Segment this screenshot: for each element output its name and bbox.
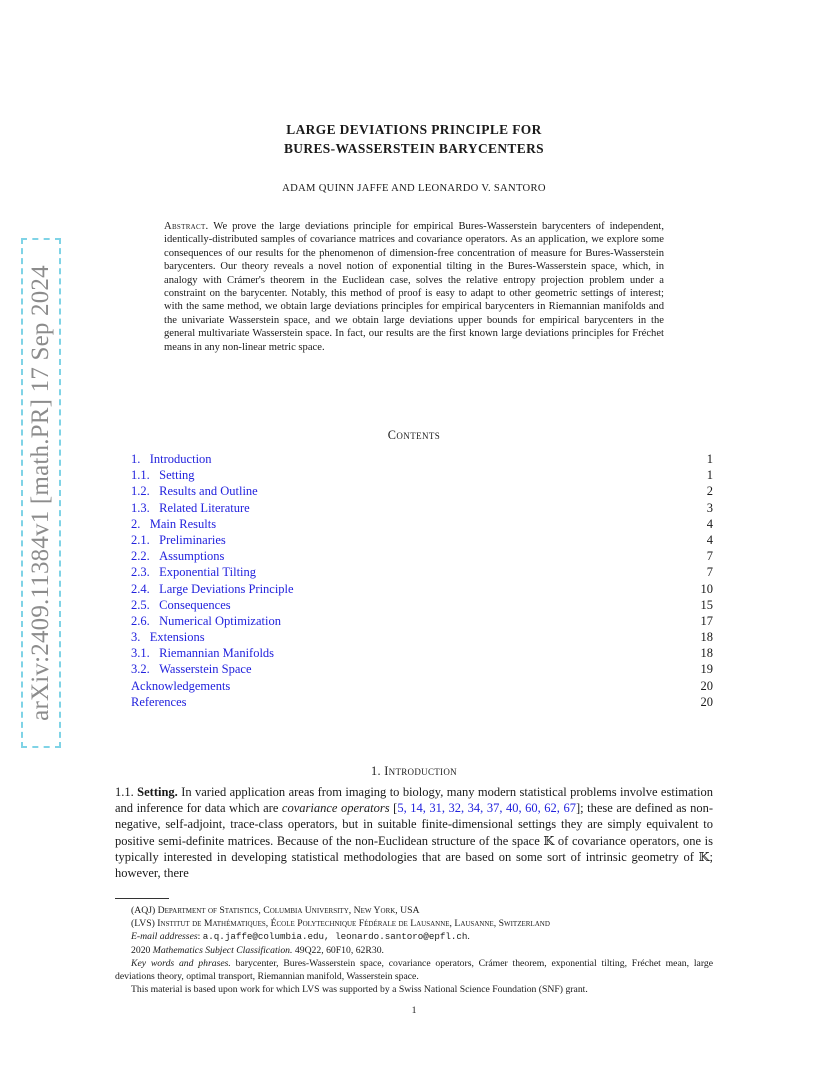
toc-entry-number[interactable]: 2.2. xyxy=(131,549,150,564)
toc-entry[interactable] xyxy=(131,483,713,499)
toc-entry[interactable] xyxy=(131,500,713,516)
footnote-aqj xyxy=(115,904,713,917)
toc-entry-number[interactable]: 1. xyxy=(131,452,141,466)
toc-entry-number[interactable]: 2.5. xyxy=(131,597,150,612)
toc-entry-title[interactable]: Riemannian Manifolds xyxy=(159,646,275,661)
toc-entry-number[interactable]: 2.3. xyxy=(131,565,150,580)
footnote-aqj-tag: (AQJ) xyxy=(131,905,156,916)
msc-year: 2020 xyxy=(131,944,151,956)
page-number: 1 xyxy=(411,1005,417,1016)
abstract xyxy=(164,220,664,354)
toc-entry-title[interactable]: References xyxy=(131,694,187,709)
toc-entry-number[interactable]: 3. xyxy=(131,630,141,645)
toc-entry-title[interactable]: Exponential Tilting xyxy=(159,565,257,580)
toc-entry-page: 15 xyxy=(700,597,713,612)
toc-entry[interactable] xyxy=(131,564,713,580)
toc-entry[interactable] xyxy=(131,645,713,661)
section-heading-introduction xyxy=(0,764,828,779)
msc-label: Mathematics Subject Classification. xyxy=(152,944,293,956)
toc-entry-title[interactable]: Preliminaries xyxy=(159,532,226,547)
paper-authors: ADAM QUINN JAFFE AND LEONARDO V. SANTORO xyxy=(282,183,546,194)
subsection-heading: Setting. xyxy=(137,785,178,799)
toc-entry-page: 18 xyxy=(700,630,713,645)
paper-title-line-1: LARGE DEVIATIONS PRINCIPLE FOR xyxy=(286,122,542,137)
section-number: 1. xyxy=(371,764,381,778)
setting-text-b: ; these are defined as non-negative, self-adjoint, trace-class operators, but in suitable finite-dimensional settings they are simply equivalent to positive semi-definite matrices. Because of the non-Euclidean structure of the space 𝕂 of covariance operators, one is typically interested in developing statistical methodologies that are based on some sort of intrinsic geometry of 𝕂; however, there xyxy=(115,801,713,881)
toc-entry-page: 2 xyxy=(706,484,713,499)
toc-entry-title[interactable]: Related Literature xyxy=(159,500,250,515)
toc-entry[interactable] xyxy=(131,661,713,677)
msc-codes: 49Q22, 60F10, 62R30. xyxy=(294,944,384,956)
toc-entry-page: 4 xyxy=(706,532,713,547)
toc-entry-page: 3 xyxy=(706,500,713,515)
toc-entry-number[interactable]: 2.1. xyxy=(131,532,150,547)
paper-title-line-2: BURES-WASSERSTEIN BARYCENTERS xyxy=(283,141,545,156)
footnote-lvs-tag: (LVS) xyxy=(131,918,155,930)
toc-entry[interactable] xyxy=(131,629,713,645)
table-of-contents xyxy=(131,451,713,710)
toc-entry-number[interactable]: 1.2. xyxy=(131,484,150,499)
toc-entry-number[interactable]: 3.2. xyxy=(131,662,150,677)
toc-entry-page: 20 xyxy=(700,694,713,709)
email-label: E-mail addresses xyxy=(131,931,198,943)
toc-entry-number[interactable]: 2.4. xyxy=(131,581,150,596)
toc-entry-page: 19 xyxy=(700,662,713,677)
setting-paragraph: 1.1. Setting. In varied application areas from imaging to biology, many modern statistical problems involve estimation and inference for data which are covariance operators [5, 14, 31, 32, 34, 37, 40, 60, 62, 67]; these are defined as non-negative, self-adjoint, trace-class operators, but in suitable finite-dimensional settings they are simply equivalent to positive semi-definite matrices. Because of the non-Euclidean structure of the space 𝕂 of covariance operators, one is typically interested in developing statistical methodologies that are based on some sort of intrinsic geometry of 𝕂; however, there xyxy=(115,785,714,881)
toc-entry-title[interactable]: Large Deviations Principle xyxy=(159,581,294,596)
footnote-aqj-affiliation: Department of Statistics, Columbia University, New York, USA xyxy=(157,905,420,916)
toc-entry-page: 10 xyxy=(700,581,713,596)
footnote-keywords xyxy=(115,957,713,983)
toc-entry[interactable] xyxy=(131,548,713,564)
toc-entry-number[interactable]: 1.3. xyxy=(131,500,150,515)
toc-entry-page: 4 xyxy=(706,516,713,531)
toc-entry-page: 1 xyxy=(706,452,713,466)
toc-entry-number[interactable]: 3.1. xyxy=(131,646,150,661)
arxiv-stamp-text: arXiv:2409.11384v1 [math.PR] 17 Sep 2024 xyxy=(27,265,54,721)
email-addresses[interactable]: a.q.jaffe@columbia.edu, leonardo.santoro@epfl.ch xyxy=(202,931,468,943)
toc-entry-title[interactable]: Extensions xyxy=(149,630,205,645)
toc-entry-page: 7 xyxy=(706,565,713,580)
toc-entry-page: 20 xyxy=(700,678,713,693)
toc-entry-number[interactable]: 2. xyxy=(131,516,141,531)
footnote-rule xyxy=(115,898,169,899)
contents-heading: Contents xyxy=(387,428,441,442)
toc-entry[interactable] xyxy=(131,597,713,613)
toc-entry-page: 17 xyxy=(700,613,713,628)
citation-links[interactable]: 5, 14, 31, 32, 34, 37, 40, 60, 62, 67 xyxy=(397,801,576,816)
toc-entry-title[interactable]: Main Results xyxy=(149,516,217,531)
toc-entry[interactable] xyxy=(131,613,713,629)
arxiv-stamp xyxy=(21,238,61,748)
setting-text-a: In varied application areas from imaging to biology, many modern statistical problems involve estimation and inference for data which are xyxy=(115,785,714,816)
toc-entry-title[interactable]: Introduction xyxy=(149,452,212,466)
toc-entry-number[interactable]: 2.6. xyxy=(131,613,150,628)
toc-entry-title[interactable]: Wasserstein Space xyxy=(159,662,252,677)
subsection-number: 1.1. xyxy=(115,785,134,799)
toc-entry-title[interactable]: Results and Outline xyxy=(159,484,258,499)
toc-entry[interactable] xyxy=(131,451,713,467)
footnote-lvs xyxy=(115,917,713,930)
toc-entry-number[interactable]: 1.1. xyxy=(131,468,150,483)
footnote-lvs-affiliation: Institut de Mathématiques, École Polytechnique Fédérale de Lausanne, Lausanne, Switzerland xyxy=(157,918,550,930)
toc-entry[interactable] xyxy=(131,467,713,483)
abstract-text: We prove the large deviations principle for empirical Bures-Wasserstein barycenters of independent, identically-distributed samples of covariance matrices and covariance operators. As an application, we explore some consequences of our results for the phenomenon of dimension-free concentration of measure for Bures-Wasserstein barycenters. Our theory reveals a novel notion of exponential tilting in the Bures-Wasserstein space, which, in analogy with Crámer's theorem in the Euclidean case, solves the relative entropy projection problem under a constraint on the barycenter. Notably, this method of proof is easy to adapt to other geometric settings of interest; with the same method, we obtain large deviations principles for empirical barycenters in Riemannian manifolds and the univariate Wasserstein space, and we obtain large deviations upper bounds for empirical barycenters in the general multivariate Wasserstein space. In fact, our results are the first known large deviations principles for Fréchet means in any non-linear metric space. xyxy=(164,221,664,353)
keywords-text: barycenter, Bures-Wasserstein space, covariance operators, Crámer theorem, exponential tilting, Fréchet mean, large deviations theory, optimal transport, Riemannian manifold, Wasserstein space. xyxy=(115,957,714,983)
toc-entry-page: 1 xyxy=(706,468,713,483)
setting-emphasis: covariance operators xyxy=(281,801,390,816)
footnote-funding: This material is based upon work for which LVS was supported by a Swiss National Science Foundation (SNF) grant. xyxy=(131,984,588,996)
keywords-label: Key words and phrases. xyxy=(131,957,231,969)
toc-entry[interactable] xyxy=(131,694,713,710)
footnotes xyxy=(115,904,713,996)
section-title: Introduction xyxy=(384,764,457,778)
toc-entry[interactable] xyxy=(131,678,713,694)
toc-entry-title[interactable]: Numerical Optimization xyxy=(159,613,281,628)
toc-entry-page: 7 xyxy=(706,549,713,564)
toc-entry-title[interactable]: Assumptions xyxy=(159,549,225,564)
toc-entry[interactable] xyxy=(131,581,713,597)
footnote-msc xyxy=(115,944,713,957)
toc-entry-title[interactable]: Consequences xyxy=(159,597,231,612)
toc-entry-page: 18 xyxy=(700,646,713,661)
toc-entry-title[interactable]: Acknowledgements xyxy=(131,678,231,693)
toc-entry-title[interactable]: Setting xyxy=(159,468,195,483)
toc-entry[interactable] xyxy=(131,532,713,548)
toc-entry[interactable] xyxy=(131,516,713,532)
abstract-label: Abstract. xyxy=(164,221,209,232)
footnote-emails: E-mail addresses: a.q.jaffe@columbia.edu, leonardo.santoro@epfl.ch. xyxy=(131,931,470,943)
